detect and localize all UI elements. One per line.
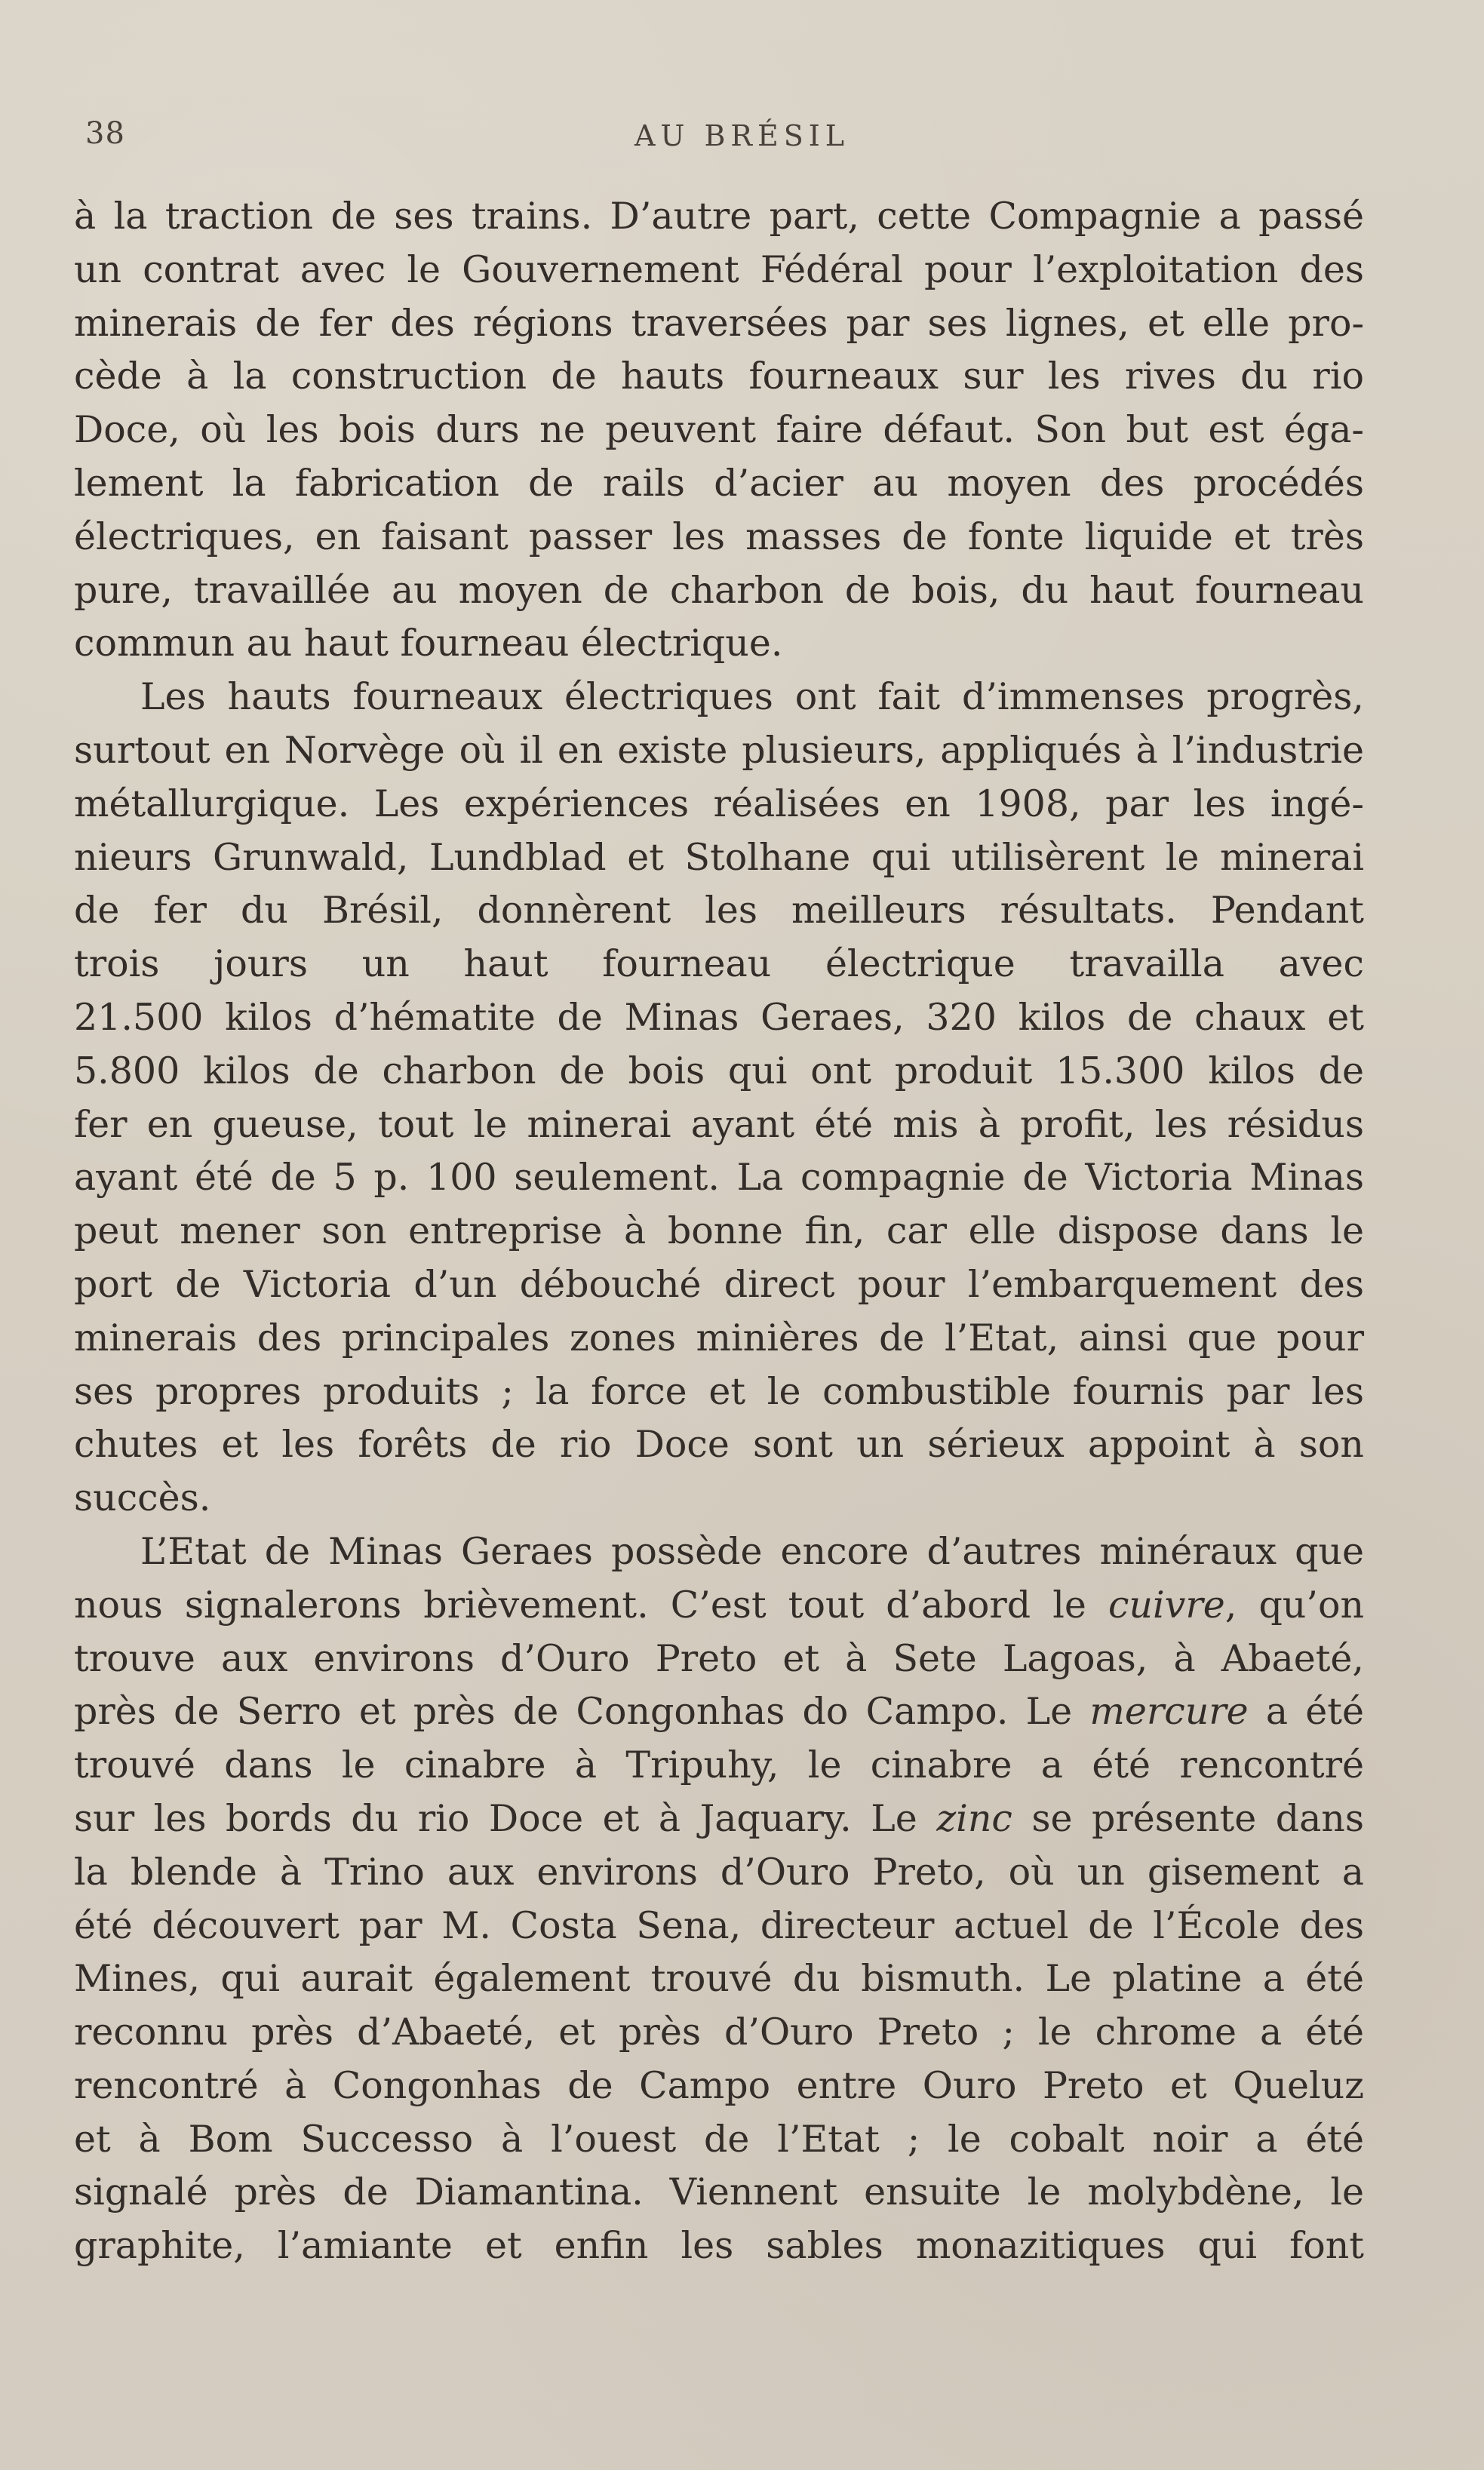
text-line-11: surtout en Norvège où il en existe plusieurs, appliqués à l’industrie	[74, 728, 1364, 772]
body-text	[74, 190, 1364, 2273]
text-line-32: la blende à Trino aux environs d’Ouro Preto, où un gisement a	[74, 1850, 1364, 1894]
text-line-4: cède à la construction de hauts fourneaux sur les rives du rio	[74, 355, 1364, 398]
text-line-1: à la traction de ses trains. D’autre part, cette Compagnie a passé	[74, 195, 1364, 238]
text-line-9: commun au haut fourneau électrique.	[74, 622, 783, 665]
text-line-10: Les hauts fourneaux électriques ont fait d’immenses progrès,	[140, 675, 1364, 719]
text-line-17: 5.800 kilos de charbon de bois qui ont produit 15.300 kilos de	[74, 1049, 1364, 1092]
line-31-before: sur les bords du rio Doce et à Jaquary. Le	[74, 1796, 937, 1840]
text-line-21: port de Victoria d’un débouché direct pour l’embarquement des	[74, 1262, 1364, 1306]
text-line-39: graphite, l’amiante et enfin les sables monazitiques qui font	[74, 2224, 1364, 2268]
page-number: 38	[85, 116, 125, 151]
text-line-3: minerais de fer des régions traversées par ses lignes, et elle pro-	[74, 301, 1364, 345]
line-29-after: a été	[1248, 1690, 1364, 1734]
text-line-28: trouve aux environs d’Ouro Preto et à Sete Lagoas, à Abaeté,	[74, 1636, 1364, 1680]
running-head: AU BRÉSIL	[634, 119, 850, 152]
text-line-13: nieurs Grunwald, Lundblad et Stolhane qui utilisèrent le minerai	[74, 835, 1364, 879]
text-line-8: pure, travaillée au moyen de charbon de bois, du haut fourneau	[74, 568, 1364, 612]
text-line-14: de fer du Brésil, donnèrent les meilleurs résultats. Pendant	[74, 889, 1364, 932]
text-line-36: rencontré à Congonhas de Campo entre Ouro Preto et Queluz	[74, 2063, 1364, 2107]
text-line-5: Doce, où les bois durs ne peuvent faire défaut. Son but est éga-	[74, 408, 1364, 452]
text-line-15: trois jours un haut fourneau électrique travailla avec	[74, 942, 1364, 986]
text-line-33: été découvert par M. Costa Sena, directeur actuel de l’École des	[74, 1903, 1364, 1947]
text-line-19: ayant été de 5 p. 100 seulement. La compagnie de Victoria Minas	[74, 1156, 1364, 1200]
text-line-34: Mines, qui aurait également trouvé du bismuth. Le platine a été	[74, 1957, 1364, 2001]
text-line-25: succès.	[74, 1476, 211, 1520]
line-27-before: nous signalerons brièvement. C’est tout d’abord le	[74, 1583, 1108, 1627]
text-line-12: métallurgique. Les expériences réalisées en 1908, par les ingé-	[74, 782, 1364, 825]
italic-word-zinc: zinc	[936, 1796, 1012, 1840]
text-line-30: trouvé dans le cinabre à Tripuhy, le cinabre a été rencontré	[74, 1743, 1364, 1787]
text-line-26: L’Etat de Minas Geraes possède encore d’autres minéraux que	[140, 1529, 1364, 1573]
line-27-after: , qu’on	[1224, 1583, 1365, 1627]
text-line-6: lement la fabrication de rails d’acier au moyen des procédés	[74, 461, 1364, 505]
text-line-2: un contrat avec le Gouvernement Fédéral pour l’exploitation des	[74, 247, 1364, 291]
text-line-27	[74, 1579, 1364, 1633]
line-31-after: se présente dans	[1012, 1796, 1365, 1840]
italic-word-mercure: mercure	[1089, 1690, 1249, 1734]
page-header	[0, 113, 1484, 166]
text-line-29	[74, 1685, 1364, 1739]
italic-word-cuivre: cuivre	[1108, 1583, 1225, 1627]
text-line-23: ses propres produits ; la force et le combustible fournis par les	[74, 1369, 1364, 1413]
text-line-7: électriques, en faisant passer les masses de fonte liquide et très	[74, 515, 1364, 558]
text-line-37: et à Bom Successo à l’ouest de l’Etat ; le cobalt noir a été	[74, 2117, 1364, 2161]
text-line-20: peut mener son entreprise à bonne fin, car elle dispose dans le	[74, 1209, 1364, 1253]
text-line-22: minerais des principales zones minières de l’Etat, ainsi que pour	[74, 1316, 1364, 1359]
line-29-before: près de Serro et près de Congonhas do Campo. Le	[74, 1690, 1090, 1734]
text-line-38: signalé près de Diamantina. Viennent ensuite le molybdène, le	[74, 2170, 1364, 2214]
text-line-31	[74, 1793, 1364, 1846]
text-line-35: reconnu près d’Abaeté, et près d’Ouro Preto ; le chrome a été	[74, 2011, 1364, 2054]
text-line-24: chutes et les forêts de rio Doce sont un sérieux appoint à son	[74, 1423, 1364, 1467]
text-line-16: 21.500 kilos d’hématite de Minas Geraes, 320 kilos de chaux et	[74, 995, 1364, 1039]
text-line-18: fer en gueuse, tout le minerai ayant été mis à profit, les résidus	[74, 1102, 1364, 1146]
